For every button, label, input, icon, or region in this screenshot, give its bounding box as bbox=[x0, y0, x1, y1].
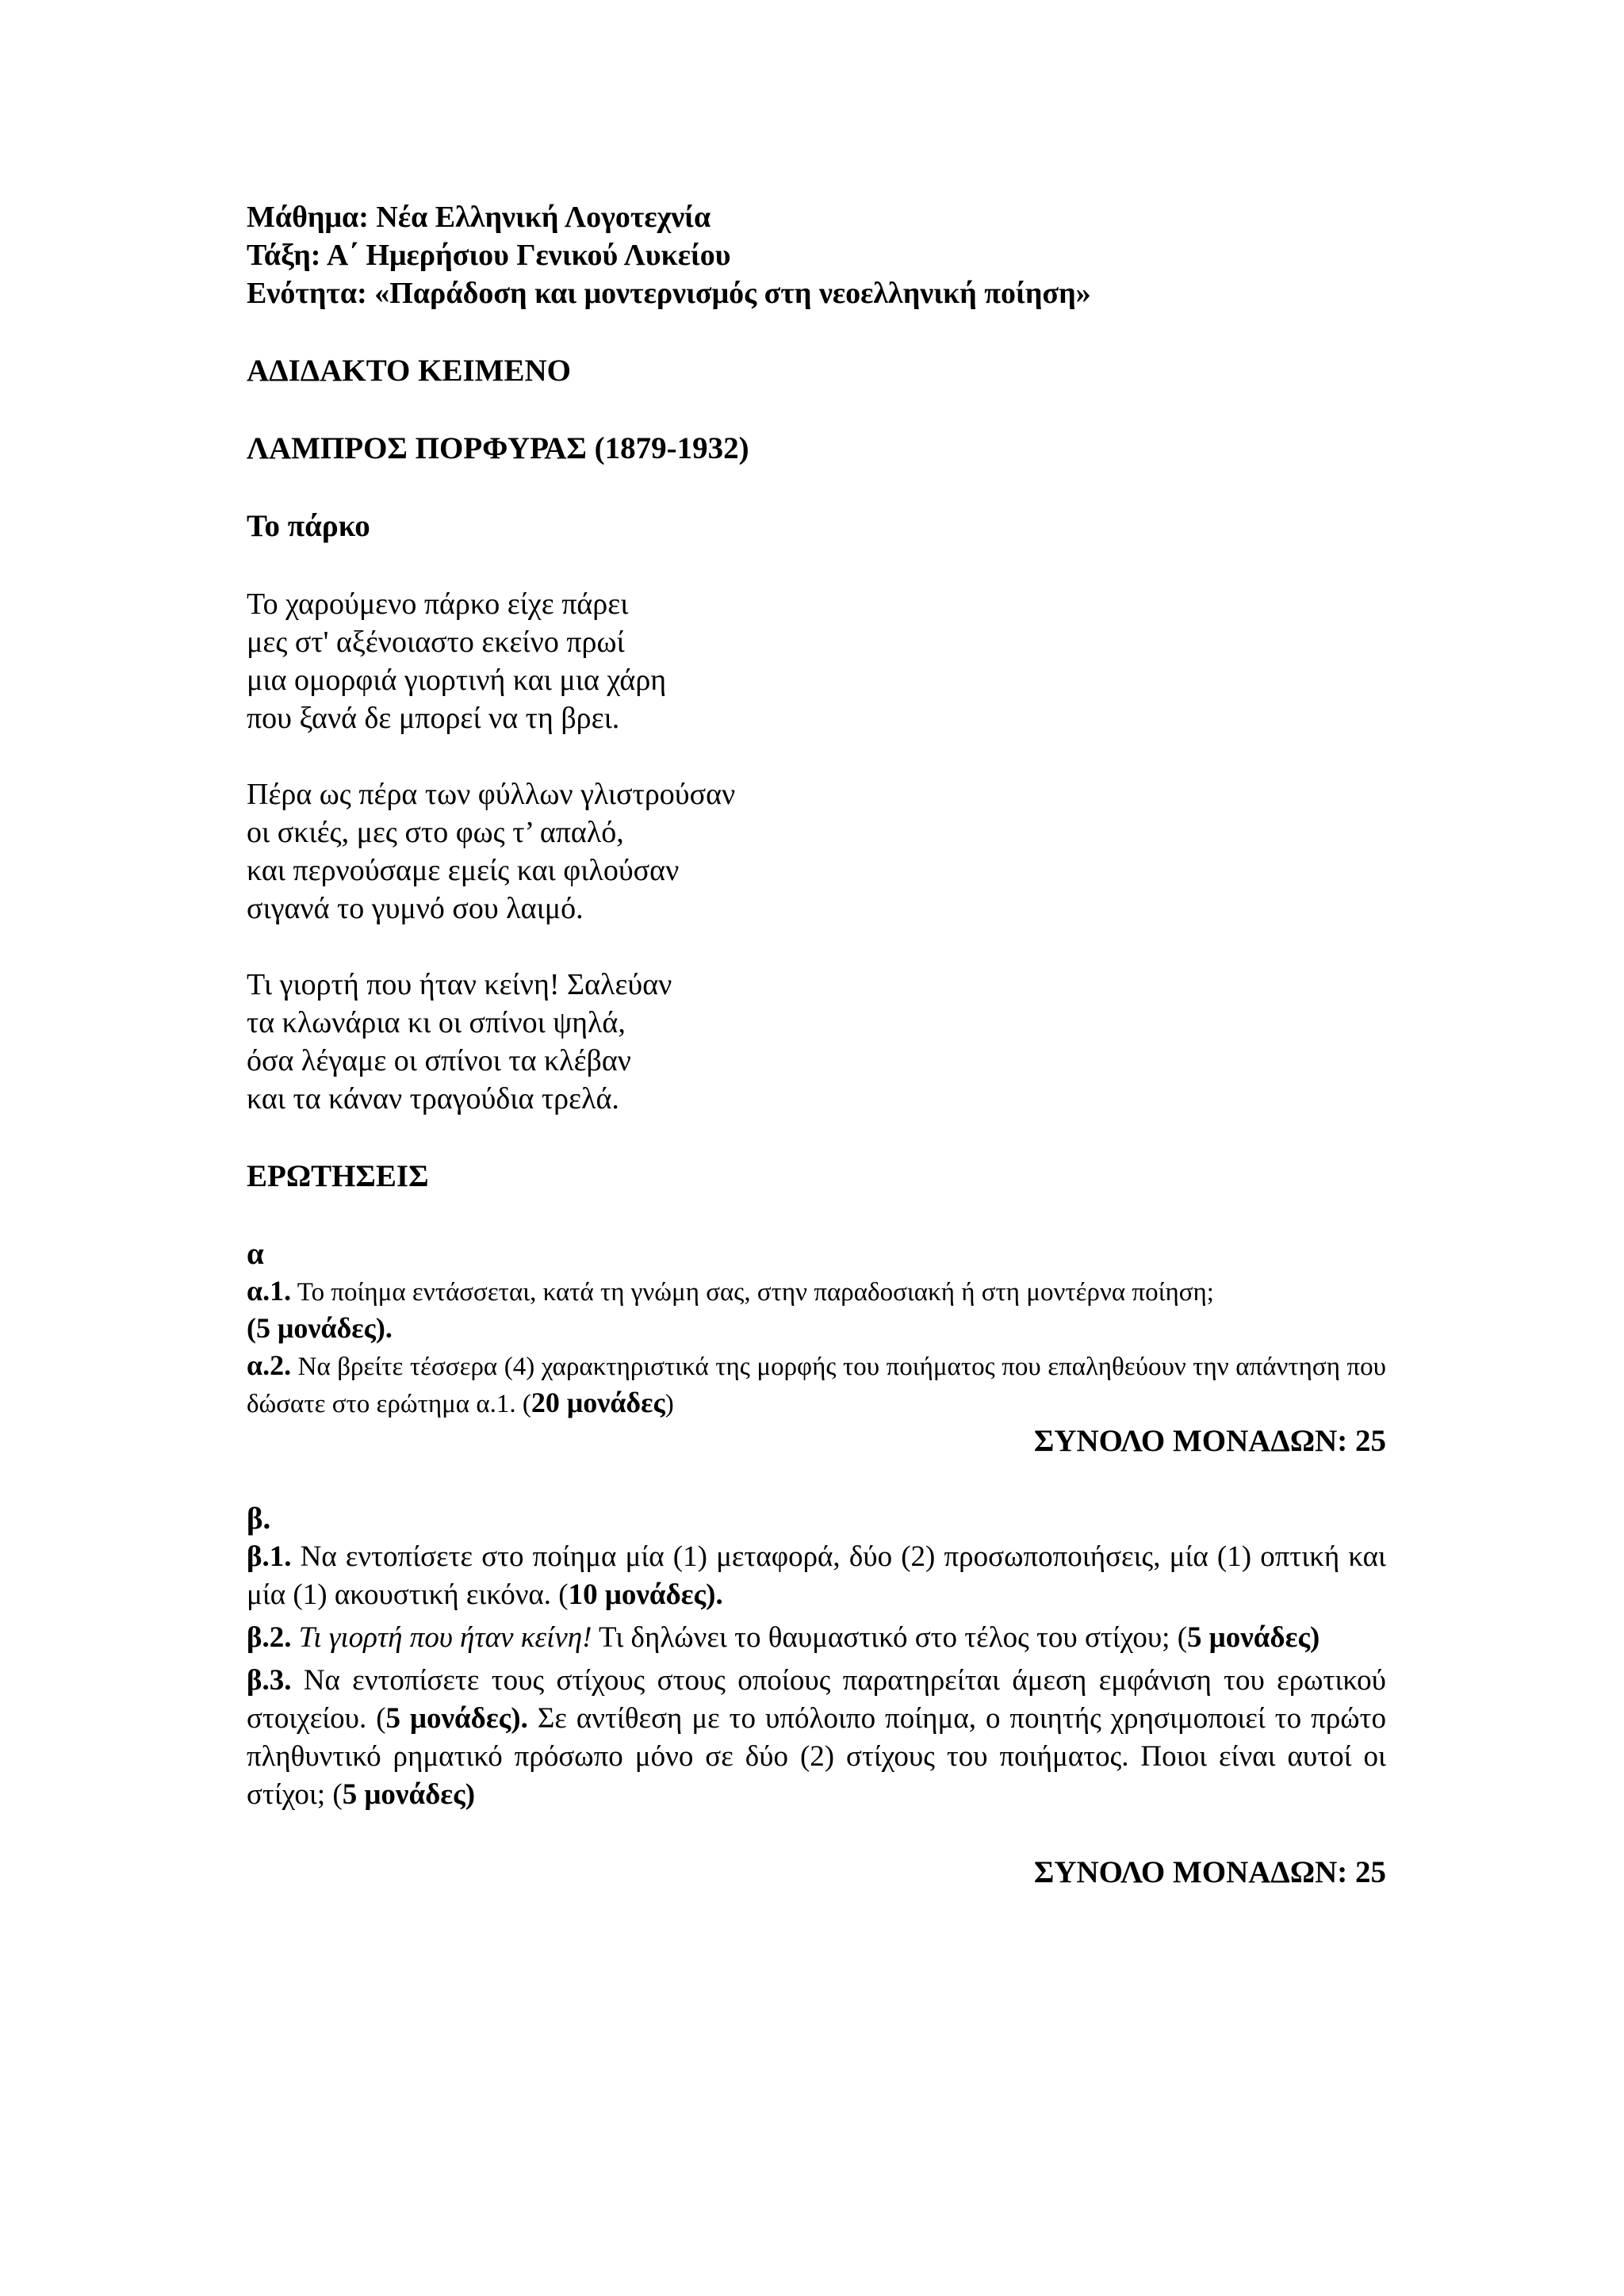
poem-verse: που ξανά δε μπορεί να τη βρει. bbox=[247, 702, 620, 735]
poem-verse: οι σκιές, μες στο φως τ’ απαλό, bbox=[247, 816, 624, 849]
question-a1-number: α.1. bbox=[247, 1275, 292, 1307]
part-a-label: α bbox=[247, 1237, 264, 1271]
author-line: ΛΑΜΠΡΟΣ ΠΟΡΦΥΡΑΣ (1879-1932) bbox=[247, 431, 749, 465]
question-b2-number: β.2. bbox=[247, 1621, 292, 1654]
section-title: ΑΔΙΔΑΚΤΟ ΚΕΙΜΕΝΟ bbox=[247, 354, 571, 388]
poem-verse: Πέρα ως πέρα των φύλλων γλιστρούσαν bbox=[247, 778, 736, 811]
poem-verse: και περνούσαμε εμείς και φιλούσαν bbox=[247, 854, 680, 887]
poem-verse: και τα κάναν τραγούδια τρελά. bbox=[247, 1082, 619, 1115]
poem-stanza-2 bbox=[247, 775, 1386, 928]
question-b3 bbox=[247, 1662, 1386, 1814]
part-a bbox=[247, 1235, 1386, 1460]
question-a2 bbox=[247, 1348, 1386, 1422]
question-b1-points: 10 μονάδες). bbox=[568, 1578, 723, 1611]
question-b2-points: 5 μονάδες) bbox=[1187, 1621, 1320, 1654]
subject-line: Μάθημα: Νέα Ελληνική Λογοτεχνία bbox=[247, 201, 711, 234]
poem-verse: τα κλωνάρια κι οι σπίνοι ψηλά, bbox=[247, 1006, 626, 1039]
question-b3-number: β.3. bbox=[247, 1664, 292, 1697]
part-b bbox=[247, 1500, 1386, 1892]
poem-verse: σιγανά το γυμνό σου λαιμό. bbox=[247, 892, 584, 925]
question-a2-points: 20 μονάδες bbox=[530, 1387, 665, 1418]
part-b-total: ΣΥΝΟΛΟ ΜΟΝΑΔΩΝ: 25 bbox=[1033, 1855, 1386, 1889]
question-a2-text: Να βρείτε τέσσερα (4) χαρακτηριστικά της μορφής του ποιήματος που επαληθεύουν την απάντηση που δώσατε στο ερώτημα α.1. ( bbox=[247, 1353, 1386, 1418]
question-b1-text: Να εντοπίσετε στο ποίημα μία (1) μεταφορά, δύο (2) προσωποποιήσεις, μία (1) οπτική και μία (1) ακουστική εικόνα. ( bbox=[247, 1540, 1386, 1611]
question-a2-number: α.2. bbox=[247, 1349, 292, 1381]
header-block bbox=[247, 198, 1386, 312]
poem-stanza-1 bbox=[247, 585, 1386, 737]
poem-body bbox=[247, 585, 1386, 1118]
question-b3-points-2: 5 μονάδες) bbox=[342, 1778, 476, 1811]
question-a1 bbox=[247, 1273, 1386, 1348]
question-b2-text: Τι δηλώνει το θαυμαστικό στο τέλος του στίχου; ( bbox=[592, 1621, 1188, 1654]
question-b3-points-1: 5 μονάδες). bbox=[385, 1702, 528, 1735]
poem-stanza-3 bbox=[247, 966, 1386, 1118]
poem-verse: Τι γιορτή που ήταν κείνη! Σαλεύαν bbox=[247, 968, 672, 1001]
question-b1-number: β.1. bbox=[247, 1540, 292, 1573]
question-a1-text: Το ποίημα εντάσσεται, κατά τη γνώμη σας, στην παραδοσιακή ή στη μοντέρνα ποίηση; bbox=[291, 1278, 1214, 1307]
question-b3-text-2: Σε αντίθεση με το υπόλοιπο ποίημα, ο ποιητής χρησιμοποιεί το πρώτο πληθυντικό ρηματικό πρόσωπο μόνο σε δύο (2) στίχους του ποιήματος. Ποιοι είναι αυτοί οι στίχοι; ( bbox=[247, 1702, 1387, 1811]
question-b2-quote: Τι γιορτή που ήταν κείνη! bbox=[291, 1621, 592, 1654]
poem-verse: μες στ' αξένοιαστο εκείνο πρωί bbox=[247, 626, 625, 659]
poem-verse: όσα λέγαμε οι σπίνοι τα κλέβαν bbox=[247, 1044, 631, 1077]
poem-title: Το πάρκο bbox=[247, 509, 370, 543]
poem-verse: μια ομορφιά γιορτινή και μια χάρη bbox=[247, 664, 667, 697]
question-b3-text-1: Να εντοπίσετε τους στίχους στους οποίους παρατηρείται άμεση εμφάνιση του ερωτικού στοιχείου. ( bbox=[247, 1664, 1386, 1735]
question-b1 bbox=[247, 1538, 1386, 1614]
class-line: Τάξη: Α΄ Ημερήσιου Γενικού Λυκείου bbox=[247, 239, 731, 272]
question-b2 bbox=[247, 1619, 1386, 1657]
document-content bbox=[247, 198, 1386, 1892]
question-a2-tail: ) bbox=[665, 1390, 674, 1418]
part-a-total: ΣΥΝΟΛΟ ΜΟΝΑΔΩΝ: 25 bbox=[1033, 1424, 1386, 1458]
part-b-label: β. bbox=[247, 1502, 271, 1536]
poem-verse: Το χαρούμενο πάρκο είχε πάρει bbox=[247, 587, 629, 621]
questions-title: ΕΡΩΤΗΣΕΙΣ bbox=[247, 1159, 429, 1193]
question-a1-points: (5 μονάδες). bbox=[247, 1312, 393, 1344]
unit-line: Ενότητα: «Παράδοση και μοντερνισμός στη νεοελληνική ποίηση» bbox=[247, 277, 1091, 310]
